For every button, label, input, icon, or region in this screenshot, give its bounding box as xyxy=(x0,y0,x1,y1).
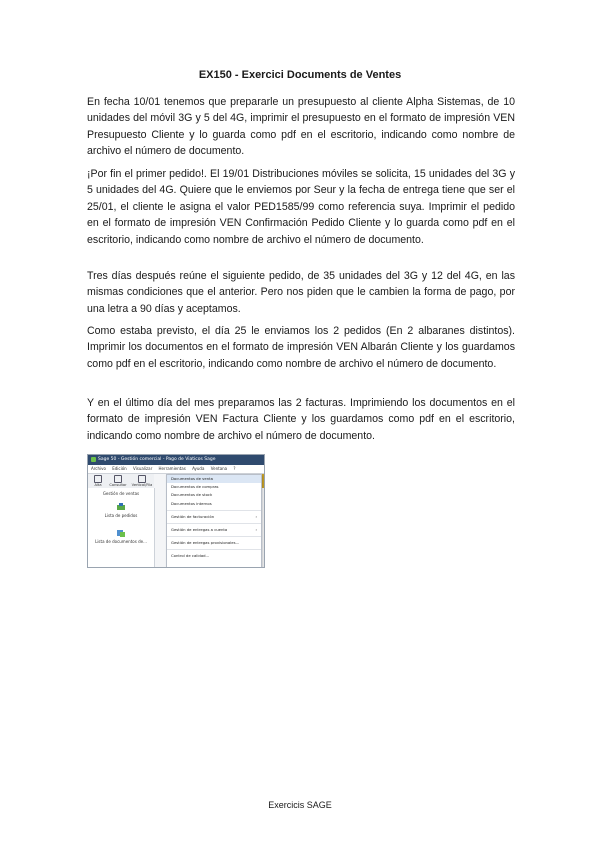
paragraph-first-order: ¡Por fin el primer pedido!. El 19/01 Distribuciones móviles se solicita, 15 unidades del 3G y 5 unidades del 4G. Quiere que le enviemos por Seur y la fecha de entrega tiene que ser el 25/01, el cliente le asigna el valor PED1585/99 como referencia suya. Imprimir el pedido en el formato de impresión VEN Confirmación Pedido Cliente y lo guarda como pdf en el escritorio, indicando como nombre de archivo el número de documento. xyxy=(87,168,515,246)
paragraph-invoices: Y en el último día del mes preparamos las 2 facturas. Imprimiendo los documentos en el formato de impresión VEN Factura Cliente y los guardamos como pdf en el escritorio, indicando como nombre de archivo el número de documento. xyxy=(87,397,515,442)
toolbar-alta-label: Alta xyxy=(94,483,102,487)
sidebar-item-pedidos xyxy=(88,503,154,518)
menu-item-documentos-venta xyxy=(167,475,261,483)
sidebar-header: Gestión de ventas xyxy=(102,491,140,496)
menu-item-entregas-provisionales xyxy=(167,539,261,547)
screenshot-titlebar xyxy=(88,455,264,465)
menu-item-label: Gestión de entregas a cuenta xyxy=(171,526,228,532)
menu-item-label: Control de calidad... xyxy=(171,553,210,559)
documents-icon xyxy=(116,529,126,537)
submenu-arrow-icon: › xyxy=(255,526,257,532)
sidebar-item-pedidos-label: Lista de pedidos xyxy=(104,513,138,518)
menu-ayuda: Ayuda xyxy=(192,466,205,471)
menu-herramientas: Herramientas xyxy=(158,466,186,471)
menu-item-documentos-stock xyxy=(167,491,261,499)
menu-visualizar: Visualizar xyxy=(133,466,153,471)
menu-item-documentos-internos xyxy=(167,500,261,508)
document-title: EX150 - Exercici Documents de Ventes xyxy=(198,69,402,81)
sidebar-item-documentos-label: Lista de documentos de... xyxy=(95,539,147,544)
menu-item-label: Documentos de stock xyxy=(171,492,213,498)
menu-separator xyxy=(167,549,261,550)
menu-item-documentos-compras xyxy=(167,483,261,491)
sidebar-item-documentos xyxy=(88,529,154,544)
menu-item-label: Documentos de compras xyxy=(171,484,219,490)
toolbar-consultar xyxy=(109,475,127,487)
view-icon xyxy=(114,475,122,483)
menu-item-control-calidad xyxy=(167,552,261,560)
app-icon xyxy=(91,457,96,462)
toolbar-alta xyxy=(89,475,107,487)
menu-separator xyxy=(167,523,261,524)
screenshot-window-title: Sage 50 - Gestión comercial - Pago de Viaticos Sage xyxy=(98,457,216,462)
page-footer: Exercicis SAGE xyxy=(268,800,332,810)
submenu-arrow-icon: › xyxy=(255,513,257,519)
menu-item-label: Documentos de venta xyxy=(171,476,213,481)
documents-dropdown-menu xyxy=(166,474,262,568)
toolbar-vertical-label: Vertical/Fila xyxy=(131,483,153,487)
menu-edicion: Edición xyxy=(112,466,127,471)
menu-item-facturacion xyxy=(167,513,261,521)
menu-item-label: Gestión de entregas provisionales... xyxy=(171,540,240,546)
new-icon xyxy=(94,475,102,483)
paragraph-delivery-notes: Como estaba previsto, el día 25 le enviamos los 2 pedidos (En 2 albaranes distintos). Imprimir los documentos en el formato de impresión VEN Albarán Cliente y los guardamos como pdf en el escritorio, indicando como nombre de archivo el número de documento. xyxy=(87,325,515,370)
screenshot-menubar xyxy=(88,465,264,474)
menu-item-label: Documentos internos xyxy=(171,500,212,506)
menu-ventana: Ventana xyxy=(210,466,228,471)
menu-item-label: Gestión de facturación xyxy=(171,513,215,519)
menu-separator xyxy=(167,510,261,511)
toolbar-vertical xyxy=(130,475,154,487)
screenshot-toolbar xyxy=(88,474,154,488)
paragraph-budget: En fecha 10/01 tenemos que prepararle un presupuesto al cliente Alpha Sistemas, de 10 unidades del móvil 3G y 5 del 4G, imprimir el presupuesto en el formato de impresión VEN Presupuesto Cliente y lo guarda como pdf en el escritorio, indicando como nombre de archivo el número de documento. xyxy=(87,96,515,158)
menu-archivo: Archivo xyxy=(91,466,106,471)
paragraph-second-order: Tres días después reúne el siguiente pedido, de 35 unidades del 3G y 12 del 4G, en las mismas condiciones que el anterior. Pero nos piden que le cambien la forma de pago, por una letra a 90 días y aceptamos. xyxy=(87,270,515,315)
layout-icon xyxy=(138,475,146,483)
menu-separator xyxy=(167,536,261,537)
menu-help: ? xyxy=(233,466,236,471)
screenshot-sidebar xyxy=(88,488,155,567)
menu-item-entregas-cuenta xyxy=(167,526,261,534)
orders-icon xyxy=(116,503,126,511)
app-screenshot xyxy=(87,454,265,568)
toolbar-consultar-label: Consultar xyxy=(109,483,127,487)
